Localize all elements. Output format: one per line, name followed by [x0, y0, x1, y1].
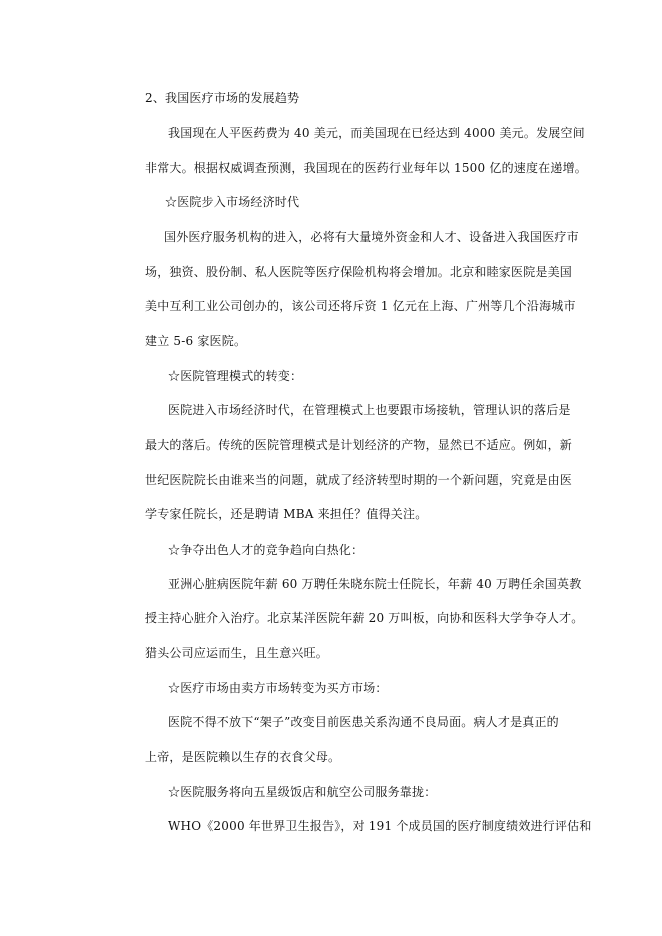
- paragraph-line: 上帝，是医院赖以生存的衣食父母。: [145, 750, 341, 764]
- subheading: ☆医院管理模式的转变：: [168, 369, 303, 383]
- subheading: ☆医疗市场由卖方市场转变为买方市场：: [168, 681, 388, 695]
- subheading: ☆医院步入市场经济时代: [165, 195, 300, 209]
- paragraph-line: 场，独资、股份制、私人医院等医疗保险机构将会增加。北京和睦家医院是美国: [145, 265, 573, 279]
- paragraph-line: 世纪医院院长由谁来当的问题，就成了经济转型时期的一个新问题，究竟是由医: [145, 473, 573, 487]
- section-heading: 2、我国医疗市场的发展趋势: [145, 91, 300, 105]
- paragraph-line: 医院不得不放下“架子”改变目前医患关系沟通不良局面。病人才是真正的: [168, 715, 559, 729]
- paragraph-line: 国外医疗服务机构的进入，必将有大量境外资金和人才、设备进入我国医疗市: [164, 230, 579, 244]
- paragraph-line: 学专家任院长，还是聘请 MBA 来担任？值得关注。: [145, 507, 428, 521]
- subheading: ☆争夺出色人才的竞争趋向白热化：: [168, 543, 364, 557]
- paragraph-line: 建立 5-6 家医院。: [145, 334, 247, 348]
- paragraph-line: 授主持心脏介入治疗。北京某洋医院年薪 20 万叫板，向协和医科大学争夺人才。: [145, 611, 584, 625]
- paragraph-line: 最大的落后。传统的医院管理模式是计划经济的产物，显然已不适应。例如，新: [145, 438, 573, 452]
- paragraph-line: 非常大。根据权威调查预测，我国现在的医药行业每年以 1500 亿的速度在递增。: [145, 161, 587, 175]
- paragraph-line: 我国现在人平医药费为 40 美元，而美国现在已经达到 4000 美元。发展空间: [168, 126, 585, 140]
- paragraph-line: 猎头公司应运而生，且生意兴旺。: [145, 646, 329, 660]
- paragraph-line: 美中互利工业公司创办的，该公司还将斥资 1 亿元在上海、广州等几个沿海城市: [145, 299, 576, 313]
- paragraph-line: WHO《2000 年世界卫生报告》，对 191 个成员国的医疗制度绩效进行评估和: [168, 819, 592, 833]
- paragraph-line: 医院进入市场经济时代，在管理模式上也要跟市场接轨，管理认识的落后是: [168, 403, 571, 417]
- paragraph-line: 亚洲心脏病医院年薪 60 万聘任朱晓东院士任院长，年薪 40 万聘任余国英教: [168, 577, 582, 591]
- subheading: ☆医院服务将向五星级饭店和航空公司服务靠拢：: [168, 785, 437, 799]
